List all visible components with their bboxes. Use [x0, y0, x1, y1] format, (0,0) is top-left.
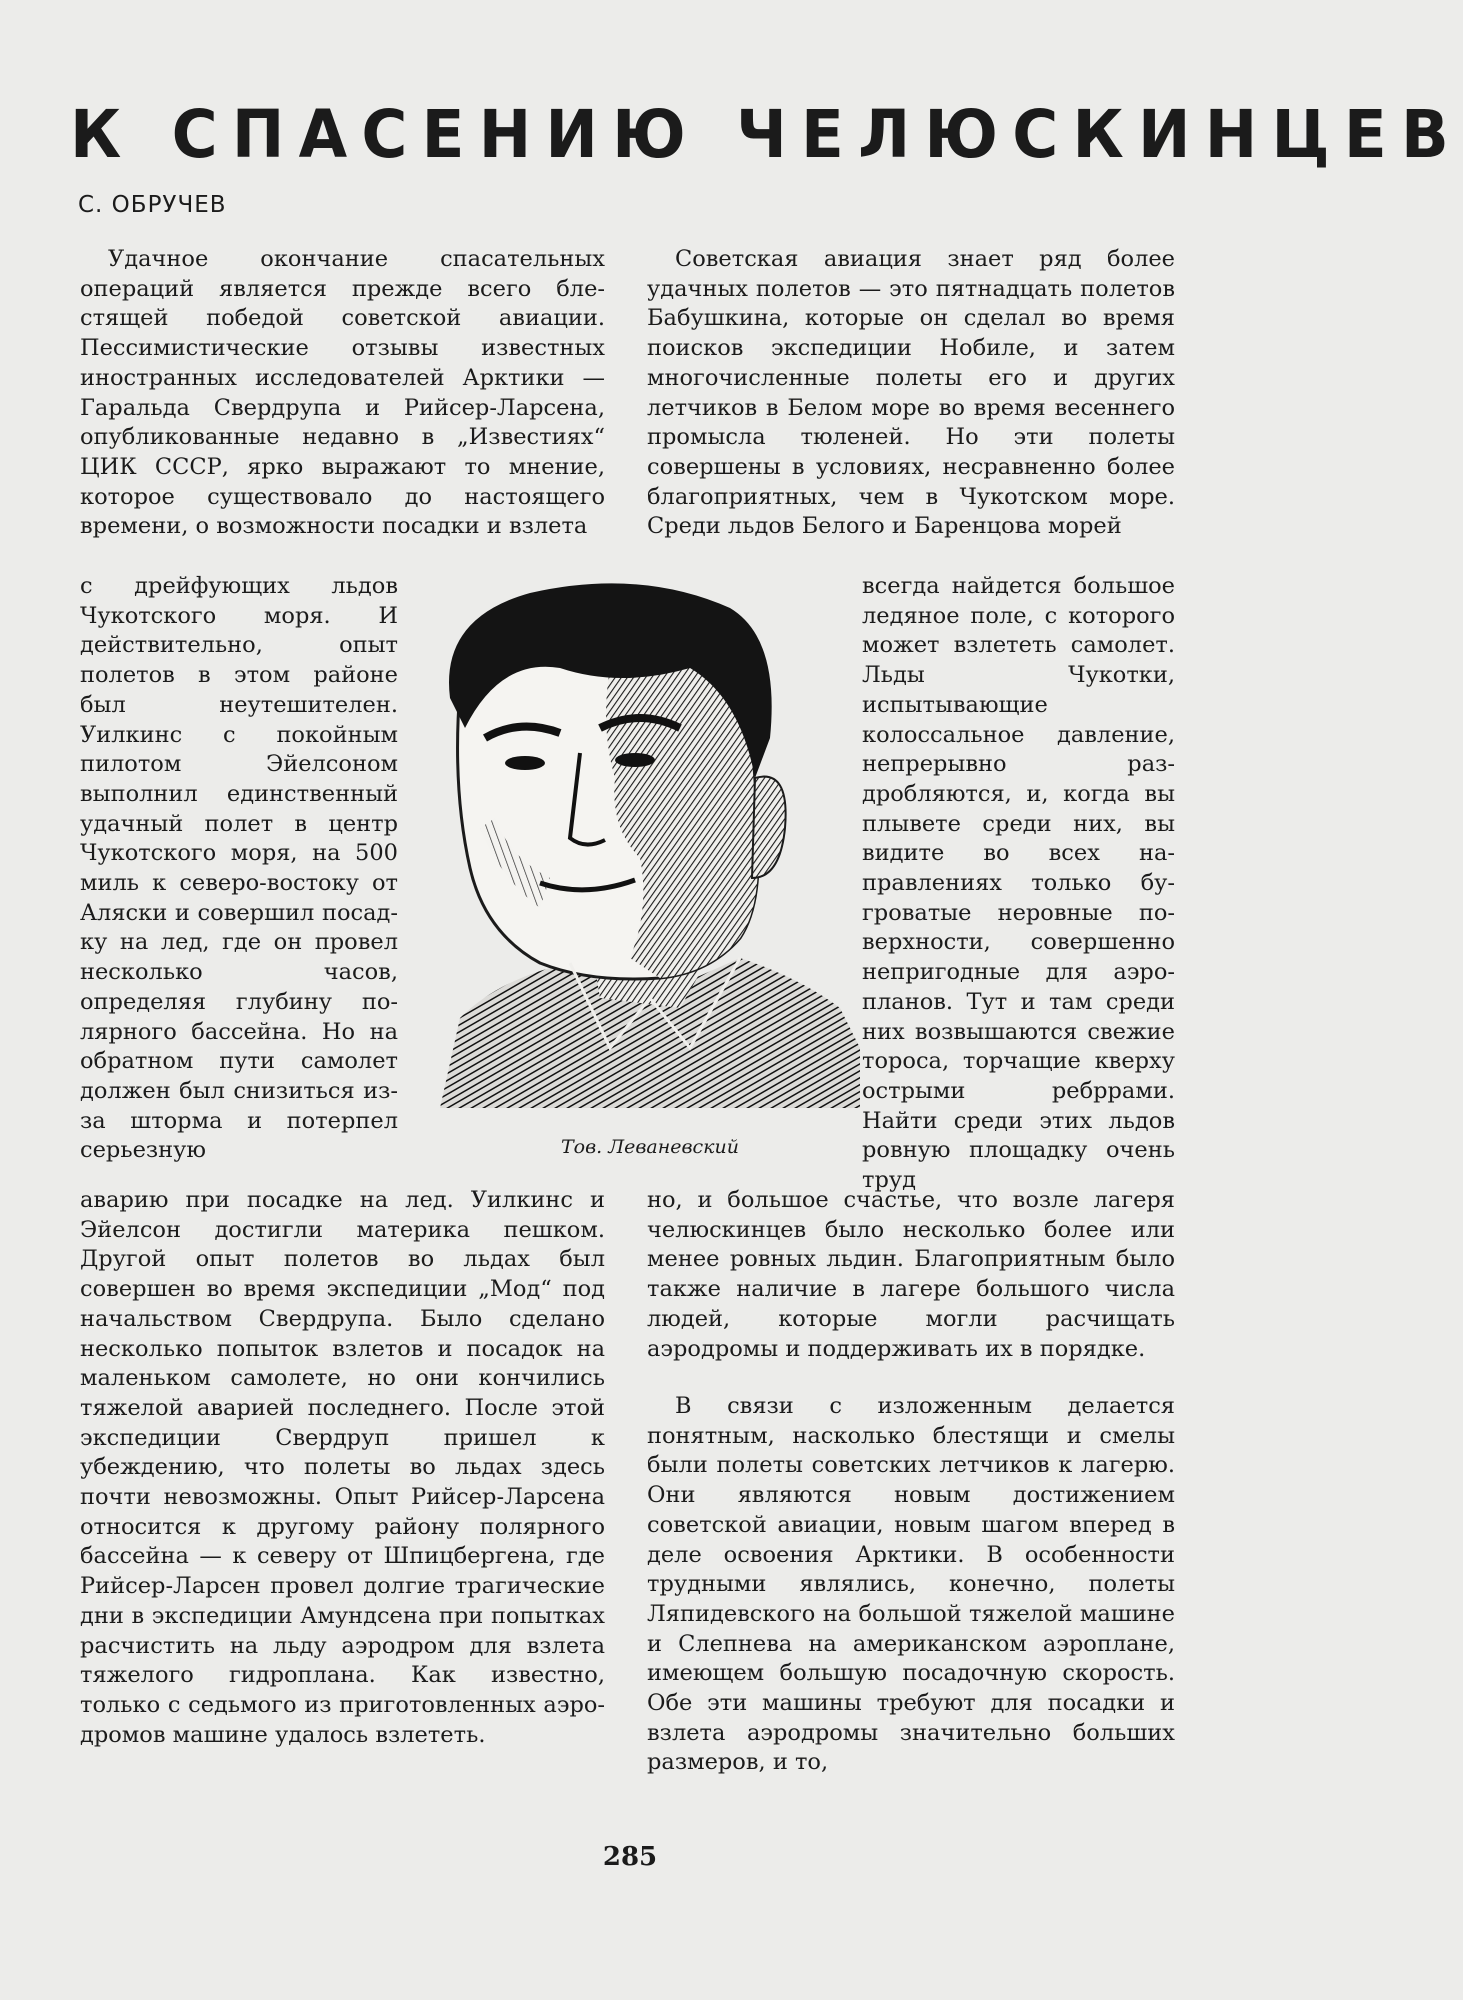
left-paragraph-1-bottom: аварию при посадке на лед. Уилкинс и Эйелсон достигли материка пешком. Другой опыт полетов во льдах был совершен во время экспедиции „Мод“ под начальством Свердрупа. Было сделано несколько попыток взлетов и посадок на маленьком самолете, но они кончились тяжелой аварией последнего. После этой экспедиции Свердруп пришел к убеждению, что полеты во льдах здесь почти невозможны. Опыт Рийсер-Ларсена относится к другому району полярного бассейна — к северу от Шпицбергена, где Рийсер-Ларсен провел долгие трагические дни в экспедиции Амундсена при попытках расчистить на льду аэродром для взлета тяжелого гидроплана. Как известно, только с седьмого из приготовленных аэродромов машине удалось взлететь.: [80, 1187, 605, 1748]
left-paragraph-1-wrap: с дрейфующих льдов Чукотского моря. И действительно, опыт полетов в этом районе был неутешителен. Уилкинс с покойным пилотом Эйелсоном выполнил единственный удачный полет в центр Чукотского моря, на 500 миль к северо-востоку от Аляски и совершил посадку на лед, где он провел несколько часов, определяя глубину полярного бассейна. Но на обратном пути самолет должен был снизиться из-за шторма и потерпел серьезную: [80, 573, 398, 1164]
page-number: 285: [602, 1842, 658, 1872]
article-title: К СПАСЕНИЮ ЧЕЛЮСКИНЦЕВ: [70, 96, 1463, 173]
figure-caption: Тов. Леваневский: [560, 1136, 739, 1158]
portrait-figure: [440, 578, 860, 1108]
right-paragraph-2: В связи с изложенным делается понятным, насколько блестящи и смелы были полеты советских летчиков к лагерю. Они являются новым достижением советской авиации, новым шагом вперед в деле освоения Арктики. В особенности трудными являлись, конечно, полеты Ляпидевского на большой тяжелой машине и Слепнева на американском аэроплане, имеющем большую посадочную скорость. Обе эти машины требуют для посадки и взлета аэродромы значительно больших размеров, и то,: [647, 1393, 1175, 1776]
article-author: С. ОБРУЧЕВ: [78, 192, 227, 218]
right-paragraph-1-top: Советская авиация знает ряд более удачных полетов — это пятнадцать полетов Бабушкина, которые он сделал во время поисков экспедиции Нобиле, и затем многочисленные полеты его и других летчиков в Белом море во время весеннего промысла тюленей. Но эти полеты совершены в условиях, несравненно более благоприятных, чем в Чукотском море. Среди льдов Белого и Баренцова морей: [647, 246, 1175, 540]
portrait-engraving-icon: [440, 578, 860, 1108]
right-paragraph-1-bottom: но, и большое счастье, что возле лагеря челюскинцев было несколько более или менее ровных льдин. Благоприятным было также наличие в лагере большого числа людей, которые могли расчищать аэродромы и поддерживать их в порядке.: [647, 1187, 1175, 1362]
right-paragraph-1-wrap: всегда найдется большое ледяное поле, с которого может взлететь самолет. Льды Чукотки, испытывающие колоссальное давление, непрерывно раздробляются, и, когда вы плывете среди них, вы видите во всех направлениях только бугроватые неровные поверхности, совершенно непригодные для аэропланов. Тут и там среди них возвышаются свежие тороса, торчащие кверху острыми ребррами. Найти среди этих льдов ровную площадку очень труд: [862, 573, 1175, 1194]
left-paragraph-1-top: Удачное окончание спасательных операций является прежде всего блестящей победой советской авиации. Пессимистические отзывы известных иностранных исследователей Арктики — Гаральда Свердрупа и Рийсер-Ларсена, опубликованные недавно в „Известиях“ ЦИК СССР, ярко выражают то мнение, которое существовало до настоящего времени, о возможности посадки и взлета: [80, 246, 605, 540]
